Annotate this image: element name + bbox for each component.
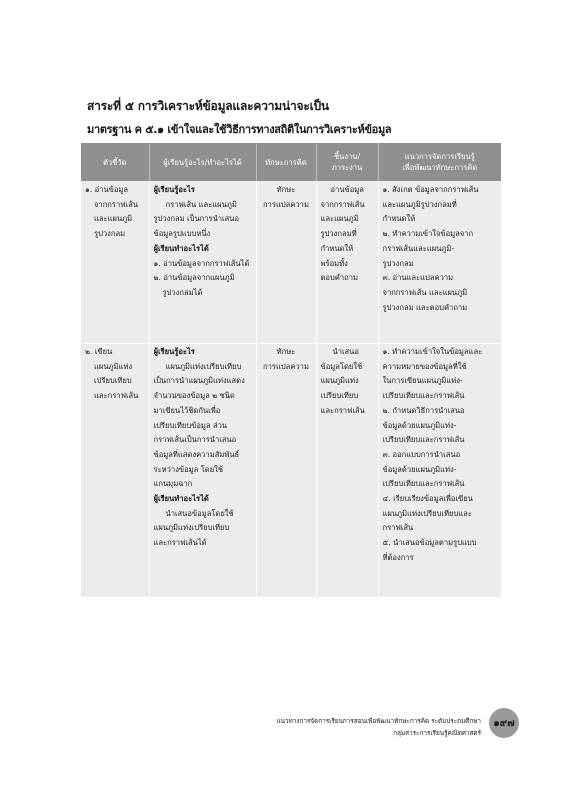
- footer-subject: กลุ่มสาระการเรียนรู้คณิตศาสตร์: [393, 729, 481, 737]
- header-task: ชิ้นงาน/ ภาระงาน: [316, 143, 378, 181]
- indicator-cell: ๑. อ่านข้อมูล จากกราฟเส้น และแผนภูมิ รูปวงกลม: [81, 181, 149, 344]
- approach-cell: ๑. ทำความเข้าใจในข้อมูลและ ความหมายของข้อมูลที่ใช้ ในการเขียนแผนภูมิแท่ง- เปรียบเทียบและกราฟเส้น ๒. กำหนดวิธีการนำเสนอ ข้อมูลด้วยแผนภูมิแท่ง- เปรียบเทียบและกราฟเส้น ๓. ออกแบบการนำเสนอ ข้อมูลด้วยแผนภูมิแท่ง- เปรียบเทียบและกราฟเส้น ๔. เรียบเรียงข้อมูลเพื่อเขียน แผนภูมิแท่งเปรียบเทียบและ กราฟเส้น ๕. นำเสนอข้อมูลตามรูปแบบ ที่ต้องการ: [378, 344, 501, 598]
- header-learning: ผู้เรียนรู้อะไร/ทำอะไรได้: [149, 143, 256, 181]
- standard-table: [81, 143, 501, 597]
- indicator-cell: ๒. เขียน แผนภูมิแท่ง เปรียบเทียบ และกราฟเส้น: [81, 344, 149, 598]
- thinking-skill-cell: ทักษะ การแปลความ: [256, 344, 316, 598]
- page-number-badge: [489, 708, 519, 738]
- thinking-skill-cell: ทักษะ การแปลความ: [256, 181, 316, 344]
- table-header-row: [81, 143, 501, 181]
- learning-cell: ผู้เรียนรู้อะไร กราฟเส้น และแผนภูมิ รูปวงกลม เป็นการนำเสนอ ข้อมูลรูปแบบหนึ่ง ผู้เรียนทำอะไรได้ ๑. อ่านข้อมูลจากกราฟเส้นได้ ๒. อ่านข้อมูลจากแผนภูมิ รูปวงกลมได้: [149, 181, 256, 344]
- approach-cell: ๑. สังเกต ข้อมูลจากกราฟเส้น และแผนภูมิรูปวงกลมที่ กำหนดให้ ๒. ทำความเข้าใจข้อมูลจาก กราฟเส้นและแผนภูมิ- รูปวงกลม ๓. อ่านและแปลความ จากกราฟเส้น และแผนภูมิ รูปวงกลม และตอบคำถาม: [378, 181, 501, 344]
- header-approach: แนวการจัดการเรียนรู้ เพื่อพัฒนาทักษะการคิด: [378, 143, 501, 181]
- footer-book-title: แนวทางการจัดการเรียนการสอนเพื่อพัฒนาทักษะการคิด ระดับประถมศึกษา: [276, 717, 481, 725]
- task-cell: อ่านข้อมูล จากกราฟเส้น และแผนภูมิ รูปวงกลมที่ กำหนดให้ พร้อมทั้ง ตอบคำถาม: [316, 181, 378, 344]
- strand-heading: สาระที่ ๕ การวิเคราะห์ข้อมูลและความน่าจะเป็น: [87, 99, 329, 113]
- task-cell: นำเสนอ ข้อมูลโดยใช้ แผนภูมิแท่ง เปรียบเทียบ และกราฟเส้น: [316, 344, 378, 598]
- table-row: [81, 344, 501, 598]
- header-thinking-skill: ทักษะการคิด: [256, 143, 316, 181]
- standard-heading: มาตรฐาน ค ๕.๑ เข้าใจและใช้วิธีการทางสถิติในการวิเคราะห์ข้อมูล: [87, 123, 392, 136]
- header-indicator: ตัวชี้วัด: [81, 143, 149, 181]
- learning-cell: ผู้เรียนรู้อะไร แผนภูมิแท่งเปรียบเทียบ เป็นการนำแผนภูมิแท่งแสดง จำนวนของข้อมูล ๒ ชนิด มาเขียนไว้ชิดกันเพื่อ เปรียบเทียบข้อมูล ส่วน กราฟเส้นเป็นการนำเสนอ ข้อมูลที่แสดงความสัมพันธ์ ระหว่างข้อมูล โดยใช้ แกนมุมฉาก ผู้เรียนทำอะไรได้ นำเสนอข้อมูลโดยใช้ แผนภูมิแท่งเปรียบเทียบ และกราฟเส้นได้: [149, 344, 256, 598]
- table-row: [81, 181, 501, 344]
- page-number: ๑๙๗: [493, 717, 515, 729]
